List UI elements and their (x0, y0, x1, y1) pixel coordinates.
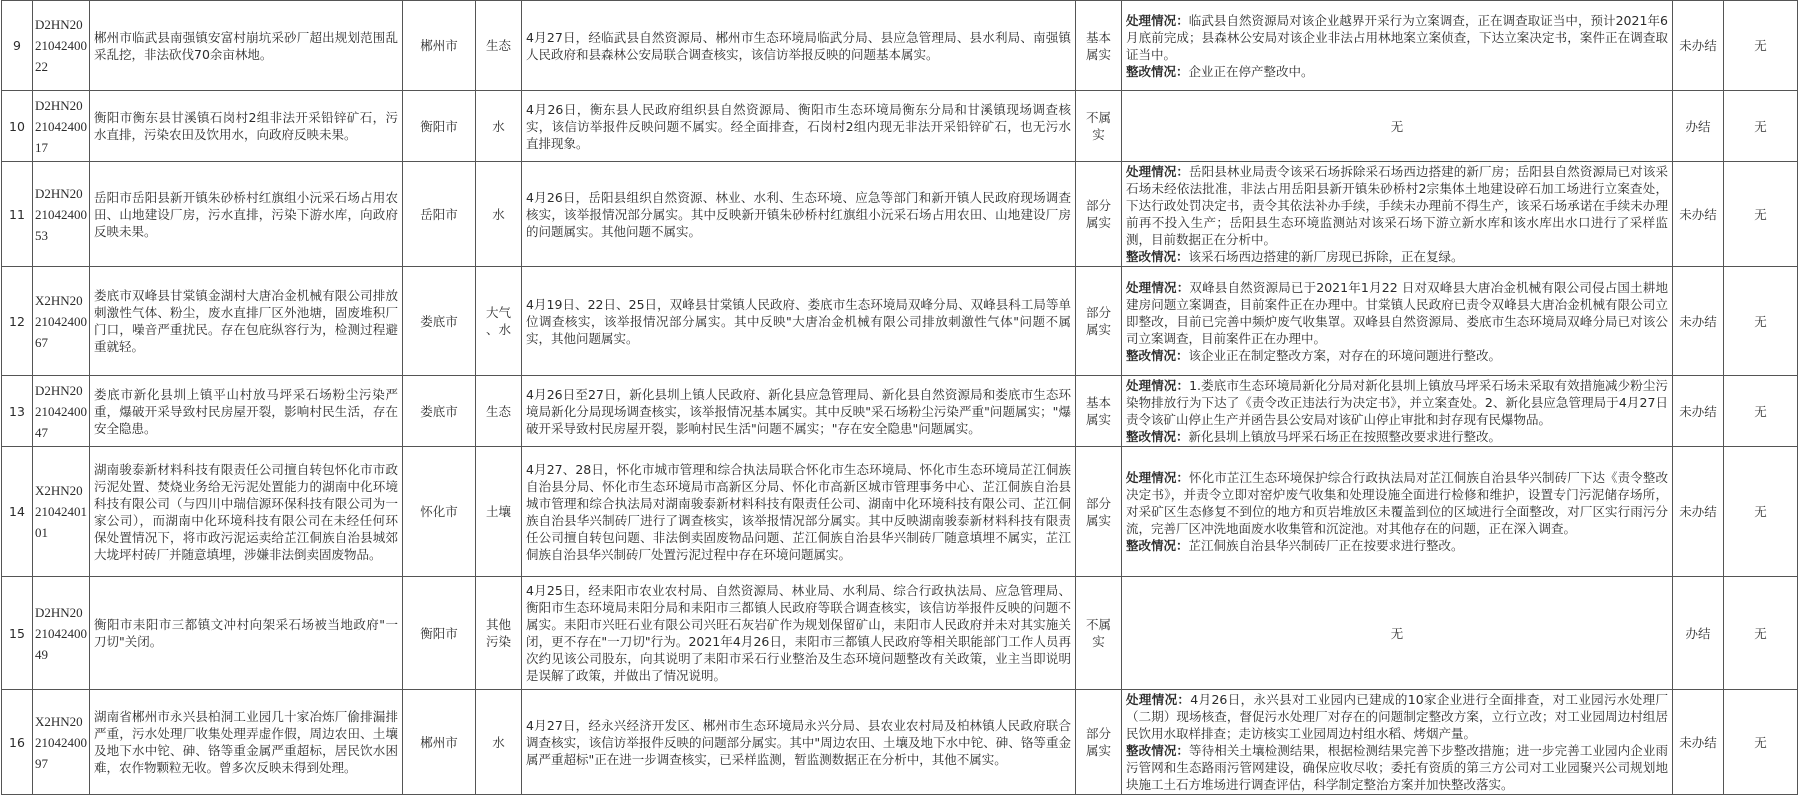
handling-none: 无 (1122, 577, 1673, 690)
accountability: 无 (1724, 447, 1798, 577)
handling-situation (1126, 279, 1668, 347)
handling-label: 处理情况： (1126, 164, 1190, 179)
case-id-part: 49 (35, 646, 48, 662)
verification-result: 部分 属实 (1076, 162, 1122, 267)
case-id-part: D2HN20 (35, 185, 83, 201)
handling-label: 处理情况： (1126, 279, 1190, 295)
verification-result: 部分 属实 (1076, 267, 1122, 376)
row-number: 13 (2, 376, 33, 447)
case-id-part: 53 (35, 227, 48, 243)
handling-label: 处理情况： (1126, 470, 1190, 485)
complaint-description: 郴州市临武县南强镇安富村崩坑采砂厂超出规划范围乱采乱挖，非法砍伐70余亩林地。 (90, 1, 403, 91)
rectification-situation (1126, 428, 1668, 445)
city: 娄底市 (403, 267, 476, 376)
pollution-type: 土壤 (476, 447, 522, 577)
city: 郴州市 (403, 1, 476, 91)
accountability: 无 (1724, 267, 1798, 376)
case-id-part: 67 (35, 334, 48, 350)
investigation-result: 4月26日，岳阳县组织自然资源、林业、水利、生态环境、应急等部门和新开镇人民政府现场调查核实，该举报情况部分属实。其中反映新开镇朱砂桥村红旗组小沅采石场占用农田、山地建设厂房的问题属实。其他问题不属实。 (522, 162, 1076, 267)
case-id (33, 577, 90, 690)
row-number: 9 (2, 1, 33, 91)
case-id-part: D2HN20 (35, 382, 83, 398)
completion-status: 未办结 (1673, 447, 1724, 577)
investigation-result: 4月26日，衡东县人民政府组织县自然资源局、衡阳市生态环境局衡东分局和甘溪镇现场调查核实，该信访举报件反映问题不属实。经全面排查，石岗村2组内现无非法开采铅锌矿石，也无污水直排现象。 (522, 91, 1076, 162)
row-number: 12 (2, 267, 33, 376)
verification-result: 部分 属实 (1076, 690, 1122, 795)
table-row (2, 376, 1798, 447)
table-row (2, 577, 1798, 690)
pollution-type: 生态 (476, 1, 522, 91)
row-number: 10 (2, 91, 33, 162)
handling-rectification (1122, 162, 1673, 267)
rectification-text: 等待相关土壤检测结果，根据检测结果完善下步整改措施；进一步完善工业园内企业雨污管网和生态路雨污管网建设，确保应收尽收；委托有资质的第三方公司对工业园聚兴公司规划地块施工土石方堆场进行调查评估，科学制定整治方案并加快整改落实。 (1126, 743, 1668, 792)
case-id-part: 21042400 (35, 734, 87, 750)
city: 娄底市 (403, 376, 476, 447)
handling-none: 无 (1122, 91, 1673, 162)
investigation-result: 4月19日、22日、25日，双峰县甘棠镇人民政府、娄底市生态环境局双峰分局、双峰县科工局等单位调查核实，该举报情况部分属实。其中反映"大唐冶金机械有限公司排放刺激性气体"问题不属实，其他问题属实。 (522, 267, 1076, 376)
rectification-text: 新化县圳上镇放马坪采石场正在按照整改要求进行整改。 (1188, 429, 1502, 444)
completion-status: 办结 (1673, 577, 1724, 690)
rectification-text: 该企业正在制定整改方案，对存在的环境问题进行整改。 (1188, 347, 1502, 363)
table-body (2, 1, 1798, 795)
verification-result: 基本 属实 (1076, 1, 1122, 91)
case-id-part: 21042400 (35, 118, 87, 134)
city: 衡阳市 (403, 577, 476, 690)
case-id-part: 47 (35, 424, 48, 440)
verification-result: 不属实 (1076, 577, 1122, 690)
handling-text: 1.娄底市生态环境局新化分局对新化县圳上镇放马坪采石场未采取有效措施减少粉尘污染物排放行为下达了《责令改正违法行为决定书》，并立案查处。2、新化县应急管理局于4月27日责令该矿山停止生产并函告县公安局对该矿山停止审批和封存现有民爆物品。 (1126, 378, 1668, 427)
case-id-part: X2HN20 (35, 483, 83, 498)
handling-situation (1126, 12, 1668, 63)
rectification-label: 整改情况： (1126, 429, 1189, 444)
rectification-situation (1126, 63, 1668, 80)
case-id-part: 21042400 (35, 313, 87, 329)
accountability: 无 (1724, 1, 1798, 91)
verification-result: 不属实 (1076, 91, 1122, 162)
rectification-label: 整改情况： (1126, 538, 1189, 553)
rectification-situation (1126, 742, 1668, 793)
handling-rectification (1122, 376, 1673, 447)
handling-situation (1126, 691, 1668, 742)
rectification-label: 整改情况： (1126, 63, 1189, 79)
accountability: 无 (1724, 162, 1798, 267)
handling-rectification (1122, 447, 1673, 577)
investigation-result: 4月27日，经临武县自然资源局、郴州市生态环境局临武分局、县应急管理局、县水利局、南强镇人民政府和县森林公安局联合调查核实，该信访举报反映的问题基本属实。 (522, 1, 1076, 91)
complaint-description: 衡阳市衡东县甘溪镇石岗村2组非法开采铅锌矿石，污水直排，污染农田及饮用水，向政府反映未果。 (90, 91, 403, 162)
pollution-type: 水 (476, 91, 522, 162)
complaint-description: 衡阳市耒阳市三都镇文冲村向架采石场被当地政府"一刀切"关闭。 (90, 577, 403, 690)
case-id-part: 01 (35, 525, 48, 540)
table-row (2, 690, 1798, 795)
case-id-part: D2HN20 (35, 17, 83, 32)
investigation-result: 4月26日至27日，新化县圳上镇人民政府、新化县应急管理局、新化县自然资源局和娄底市生态环境局新化分局现场调查核实，该举报情况基本属实。其中反映"采石场粉尘污染严重"问题属实；"爆破开采导致村民房屋开裂，影响村民生活"问题不属实；"存在安全隐患"问题属实。 (522, 376, 1076, 447)
case-id-part: 21042400 (35, 206, 87, 222)
table-row (2, 91, 1798, 162)
pollution-type: 生态 (476, 376, 522, 447)
row-number: 15 (2, 577, 33, 690)
handling-label: 处理情况： (1126, 378, 1190, 393)
investigation-result: 4月27日，经永兴经济开发区、郴州市生态环境局永兴分局、县农业农村局及柏林镇人民政府联合调查核实，该信访举报件反映的问题部分属实。其中"周边农田、土壤及地下水中铊、砷、铬等重金属严重超标"正在进一步调查核实，已采样监测，暂监测数据正在分析中，其他不属实。 (522, 690, 1076, 795)
accountability: 无 (1724, 690, 1798, 795)
completion-status: 未办结 (1673, 1, 1724, 91)
handling-text: 岳阳县林业局责令该采石场拆除采石场西边搭建的新厂房；岳阳县自然资源局已对该采石场未经依法批准，非法占用岳阳县新开镇朱砂桥村2宗集体土地建设碎石加工场进行立案查处，下达行政处罚决定书，责令其依法补办手续，手续未办理前不得生产，该采石场承诺在手续未办理前再不投入生产；岳阳县生态环境监测站对该采石场下游立新水库和该水库出水口进行了采样监测，目前数据正在分析中。 (1126, 164, 1668, 247)
rectification-label: 整改情况： (1126, 249, 1189, 264)
city: 衡阳市 (403, 91, 476, 162)
table-row (2, 267, 1798, 376)
case-id-part: X2HN20 (35, 292, 83, 308)
accountability: 无 (1724, 376, 1798, 447)
table-row (2, 162, 1798, 267)
handling-situation (1126, 469, 1668, 537)
case-id (33, 267, 90, 376)
rectification-situation (1126, 347, 1668, 364)
accountability: 无 (1724, 91, 1798, 162)
case-id-part: 21042400 (35, 625, 87, 641)
pollution-type: 其他 污染 (476, 577, 522, 690)
handling-rectification (1122, 690, 1673, 795)
handling-situation (1126, 377, 1668, 428)
pollution-type: 水 (476, 162, 522, 267)
city: 岳阳市 (403, 162, 476, 267)
petition-table (1, 0, 1798, 795)
case-id-part: X2HN20 (35, 713, 83, 729)
handling-rectification (1122, 267, 1673, 376)
case-id (33, 1, 90, 91)
complaint-description: 娄底市双峰县甘棠镇金湖村大唐冶金机械有限公司排放刺激性气体、粉尘，废水直排厂区外池塘，固废堆积厂门口，噪音严重扰民。存在包庇纵容行为，检测过程避重就轻。 (90, 267, 403, 376)
rectification-text: 企业正在停产整改中。 (1188, 63, 1314, 79)
case-id-part: 17 (35, 139, 48, 155)
case-id-part: 21042400 (35, 403, 87, 419)
complaint-description: 湖南省郴州市永兴县柏洞工业园几十家冶炼厂偷排漏排严重，污水处理厂收集处理弄虚作假，周边农田、土壤及地下水中铊、砷、铬等重金属严重超标，居民饮水困难，农作物颗粒无收。曾多次反映未得到处理。 (90, 690, 403, 795)
rectification-text: 芷江侗族自治县华兴制砖厂正在按要求进行整改。 (1188, 538, 1464, 553)
row-number: 16 (2, 690, 33, 795)
completion-status: 未办结 (1673, 376, 1724, 447)
investigation-result: 4月25日，经耒阳市农业农村局、自然资源局、林业局、水利局、综合行政执法局、应急管理局、衡阳市生态环境局耒阳分局和耒阳市三都镇人民政府等联合调查核实，该信访举报件反映的问题不属实。耒阳市兴旺石业有限公司兴旺石灰岩矿作为规划保留矿山，耒阳市人民政府并未对其实施关闭，更不存在"一刀切"行为。2021年4月26日，耒阳市三都镇人民政府等相关职能部门工作人员再次约见该公司股东，向其说明了耒阳市采石行业整治及生态环境问题整改有关政策，业主当即说明是误解了政策，并做出了情况说明。 (522, 577, 1076, 690)
case-id-part: D2HN20 (35, 97, 83, 113)
handling-rectification (1122, 1, 1673, 91)
accountability: 无 (1724, 577, 1798, 690)
complaint-description: 岳阳市岳阳县新开镇朱砂桥村红旗组小沅采石场占用农田、山地建设厂房，污水直排，污染下游水库，向政府反映未果。 (90, 162, 403, 267)
handling-label: 处理情况： (1126, 692, 1191, 707)
completion-status: 未办结 (1673, 690, 1724, 795)
rectification-label: 整改情况： (1126, 347, 1189, 363)
completion-status: 办结 (1673, 91, 1724, 162)
case-id (33, 376, 90, 447)
verification-result: 部分 属实 (1076, 447, 1122, 577)
complaint-description: 娄底市新化县圳上镇平山村放马坪采石场粉尘污染严重，爆破开采导致村民房屋开裂，影响村民生活，存在安全隐患。 (90, 376, 403, 447)
case-id-part: 21042400 (35, 38, 87, 53)
investigation-result: 4月27、28日，怀化市城市管理和综合执法局联合怀化市生态环境局、怀化市生态环境局芷江侗族自治县分局、怀化市生态环境局市高新区分局、怀化市高新区城市管理事务中心、芷江侗族自治县城市管理和综合执法局对湖南骏泰新材料科技有限责任公司、湖南中化环境科技有限公司、芷江侗族自治县华兴制砖厂进行了调查核实，该举报情况部分属实。其中反映湖南骏泰新材料科技有限责任公司擅自转包问题、非法倒卖固废物品问题、芷江侗族自治县华兴制砖厂随意填埋不属实，芷江侗族自治县华兴制砖厂处置污泥过程中存在环境问题属实。 (522, 447, 1076, 577)
case-id (33, 91, 90, 162)
case-id-part: 22 (35, 59, 48, 74)
case-id-part: 97 (35, 755, 48, 771)
rectification-text: 该采石场西边搭建的新厂房现已拆除，正在复绿。 (1188, 249, 1464, 264)
completion-status: 未办结 (1673, 162, 1724, 267)
city: 郴州市 (403, 690, 476, 795)
handling-text: 临武县自然资源局对该企业越界开采行为立案调查，正在调查取证当中，预计2021年6月底前完成；县森林公安局对该企业非法占用林地案立案侦查，下达立案决定书，案件正在调查取证当中。 (1126, 12, 1668, 62)
row-number: 11 (2, 162, 33, 267)
pollution-type: 大气 、水 (476, 267, 522, 376)
rectification-situation (1126, 537, 1668, 554)
rectification-situation (1126, 248, 1668, 265)
complaint-description: 湖南骏泰新材料科技有限责任公司擅自转包怀化市市政污泥处置、焚烧业务给无污泥处置能力的湖南中化环境科技有限公司（与四川中瑞信源环保科技有限公司为一家公司），而湖南中化环境科技有限公司在未经任何环保处置情况下，将市政污泥运卖给芷江侗族自治县城郊大垅坪村砖厂并随意填埋，涉嫌非法倒卖固废物品。 (90, 447, 403, 577)
case-id (33, 690, 90, 795)
case-id (33, 162, 90, 267)
row-number: 14 (2, 447, 33, 577)
handling-situation (1126, 163, 1668, 248)
completion-status: 未办结 (1673, 267, 1724, 376)
case-id-part: D2HN20 (35, 604, 83, 620)
rectification-label: 整改情况： (1126, 743, 1190, 758)
case-id-part: 21042401 (35, 504, 87, 519)
handling-text: 怀化市芷江生态环境保护综合行政执法局对芷江侗族自治县华兴制砖厂下达《责令整改决定书》，并责令立即对窑炉废气收集和处理设施全面进行检修和维护，设置专门污泥储存场所，对采矿区生态修复不到位的地方和页岩堆放区未覆盖到位的区域进行全面整改，对厂区实行雨污分流，完善厂区冲洗地面废水收集管和沉淀池。对其他存在的问题，正在深入调查。 (1126, 470, 1668, 536)
handling-text: 双峰县自然资源局已于2021年1月22 日对双峰县大唐冶金机械有限公司侵占国土耕地建房问题立案调查，目前案件正在办理中。甘棠镇人民政府已责令双峰县大唐冶金机械有限公司立即整改，目前已完善中频炉废气收集罩。双峰县自然资源局、娄底市生态环境局双峰分局已对该公司立案调查，目前案件正在办理中。 (1126, 279, 1668, 346)
case-id (33, 447, 90, 577)
table-row (2, 1, 1798, 91)
pollution-type: 水 (476, 690, 522, 795)
city: 怀化市 (403, 447, 476, 577)
handling-text: 4月26日，永兴县对工业园内已建成的10家企业进行全面排查，对工业园污水处理厂（二期）现场核查，督促污水处理厂对存在的问题制定整改方案，立行立改；对工业园周边村组居民饮用水取样排查；走访核实工业园周边村组水稻、烤烟产量。 (1126, 692, 1668, 741)
verification-result: 基本 属实 (1076, 376, 1122, 447)
handling-label: 处理情况： (1126, 12, 1189, 28)
table-row (2, 447, 1798, 577)
